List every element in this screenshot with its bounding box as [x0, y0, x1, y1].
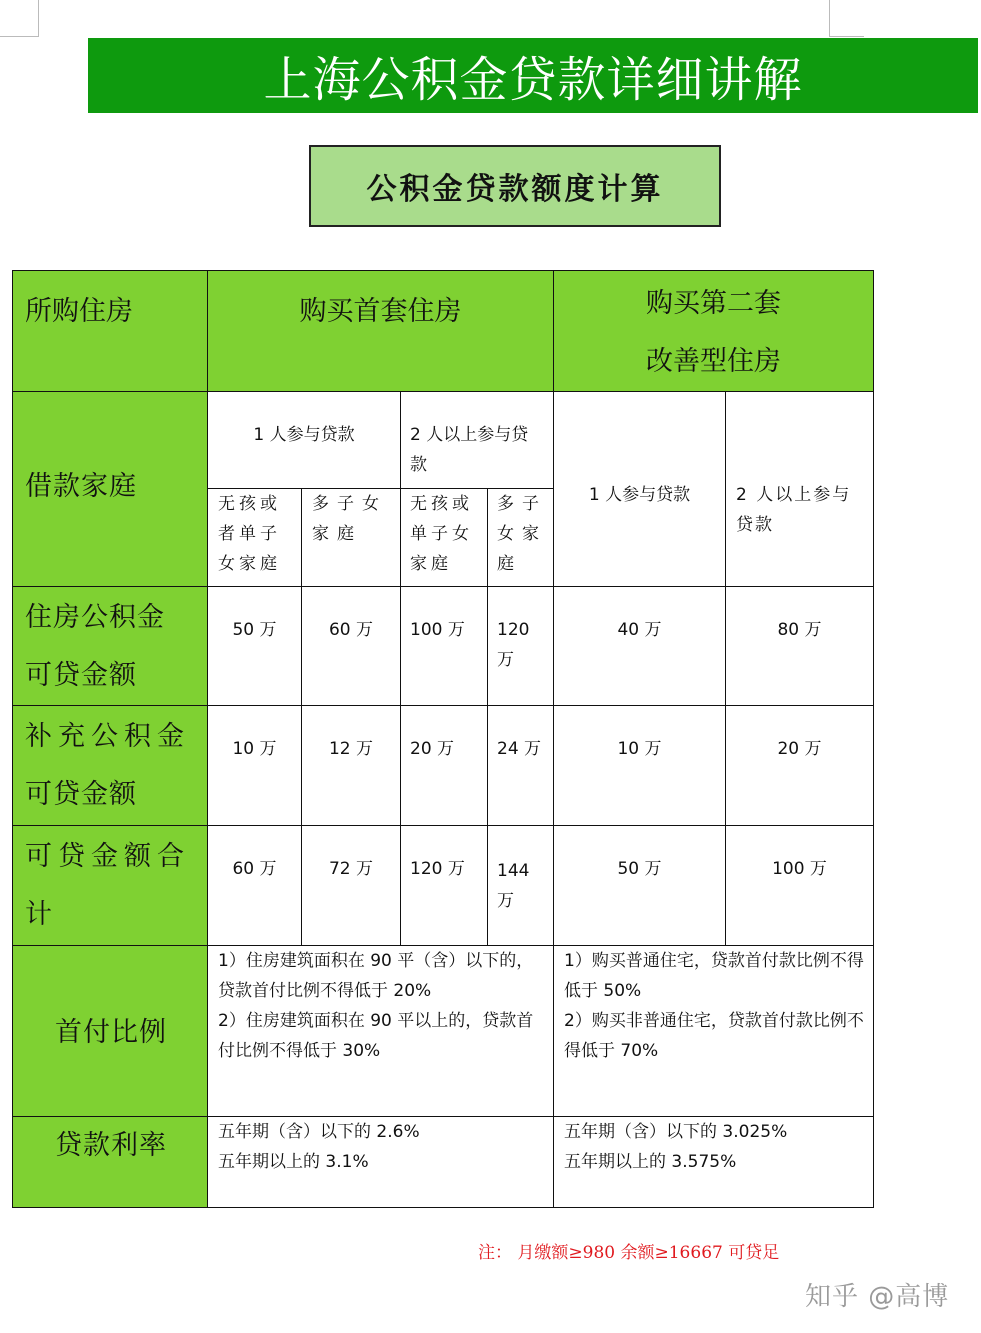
total-value: 144 万 [487, 825, 554, 946]
housing-fund-value: 60 万 [301, 586, 401, 706]
supplementary-fund-value: 10 万 [207, 705, 302, 826]
interest-rate-second-home: 五年期（含）以下的 3.025% 五年期以上的 3.575% [553, 1116, 874, 1208]
down-payment-second-home: 1）购买普通住宅，贷款首付款比例不得低于 50% 2）购买非普通住宅，贷款首付款比例不得低于 70% [553, 945, 874, 1117]
family-first-two-plus: 2 人以上参与贷款 [400, 391, 554, 489]
total-value: 60 万 [207, 825, 302, 946]
subtitle-box [309, 145, 721, 227]
crop-mark-top-right [829, 0, 864, 37]
supplementary-fund-value: 10 万 [553, 705, 726, 826]
row-label-interest-rate: 贷款利率 [12, 1116, 208, 1208]
footnote: 注： 月缴额≥980 余额≥16667 可贷足 [478, 1243, 780, 1263]
header-second-home-line1: 购买第二套 [646, 288, 781, 319]
family-second-one-person: 1 人参与贷款 [553, 391, 726, 587]
total-value: 120 万 [400, 825, 488, 946]
row-label-down-payment: 首付比例 [12, 945, 208, 1117]
housing-fund-value: 100 万 [400, 586, 488, 706]
family-second-two-plus: 2 人以上参与贷款 [725, 391, 874, 587]
header-col0: 所购住房 [12, 270, 208, 392]
supplementary-fund-value: 24 万 [487, 705, 554, 826]
supplementary-fund-value: 12 万 [301, 705, 401, 826]
family-sub-no-child-2: 无孩或单子女家庭 [400, 488, 488, 587]
row-label-total: 可贷金额合 计 [12, 825, 208, 946]
header-first-home: 购买首套住房 [207, 270, 554, 392]
watermark: 知乎 @高博 [805, 1282, 950, 1312]
crop-mark-top-left [0, 0, 39, 37]
row-label-supplementary-fund: 补充公积金 可贷金额 [12, 705, 208, 826]
total-value: 72 万 [301, 825, 401, 946]
family-first-one-person: 1 人参与贷款 [207, 391, 401, 489]
loan-table [12, 270, 874, 1208]
housing-fund-value: 80 万 [725, 586, 874, 706]
housing-fund-value: 120 万 [487, 586, 554, 706]
header-second-home [553, 270, 874, 392]
header-second-home-line2: 改善型住房 [646, 346, 781, 377]
page-title: 上海公积金贷款详细讲解 [263, 52, 803, 108]
family-sub-multi-child-2: 多子女家庭 [487, 488, 554, 587]
total-value: 100 万 [725, 825, 874, 946]
housing-fund-value: 50 万 [207, 586, 302, 706]
row-label-housing-fund: 住房公积金 可贷金额 [12, 586, 208, 706]
total-value: 50 万 [553, 825, 726, 946]
interest-rate-first-home: 五年期（含）以下的 2.6% 五年期以上的 3.1% [207, 1116, 554, 1208]
housing-fund-value: 40 万 [553, 586, 726, 706]
title-banner [88, 38, 978, 113]
row-label-family: 借款家庭 [12, 391, 208, 587]
supplementary-fund-value: 20 万 [725, 705, 874, 826]
family-sub-no-child-1: 无孩或者单子女家庭 [207, 488, 302, 587]
family-sub-multi-child-1: 多子女家庭 [301, 488, 401, 587]
down-payment-first-home: 1）住房建筑面积在 90 平（含）以下的，贷款首付比例不得低于 20% 2）住房建筑面积在 90 平以上的，贷款首付比例不得低于 30% [207, 945, 554, 1117]
supplementary-fund-value: 20 万 [400, 705, 488, 826]
page-subtitle: 公积金贷款额度计算 [366, 172, 664, 207]
